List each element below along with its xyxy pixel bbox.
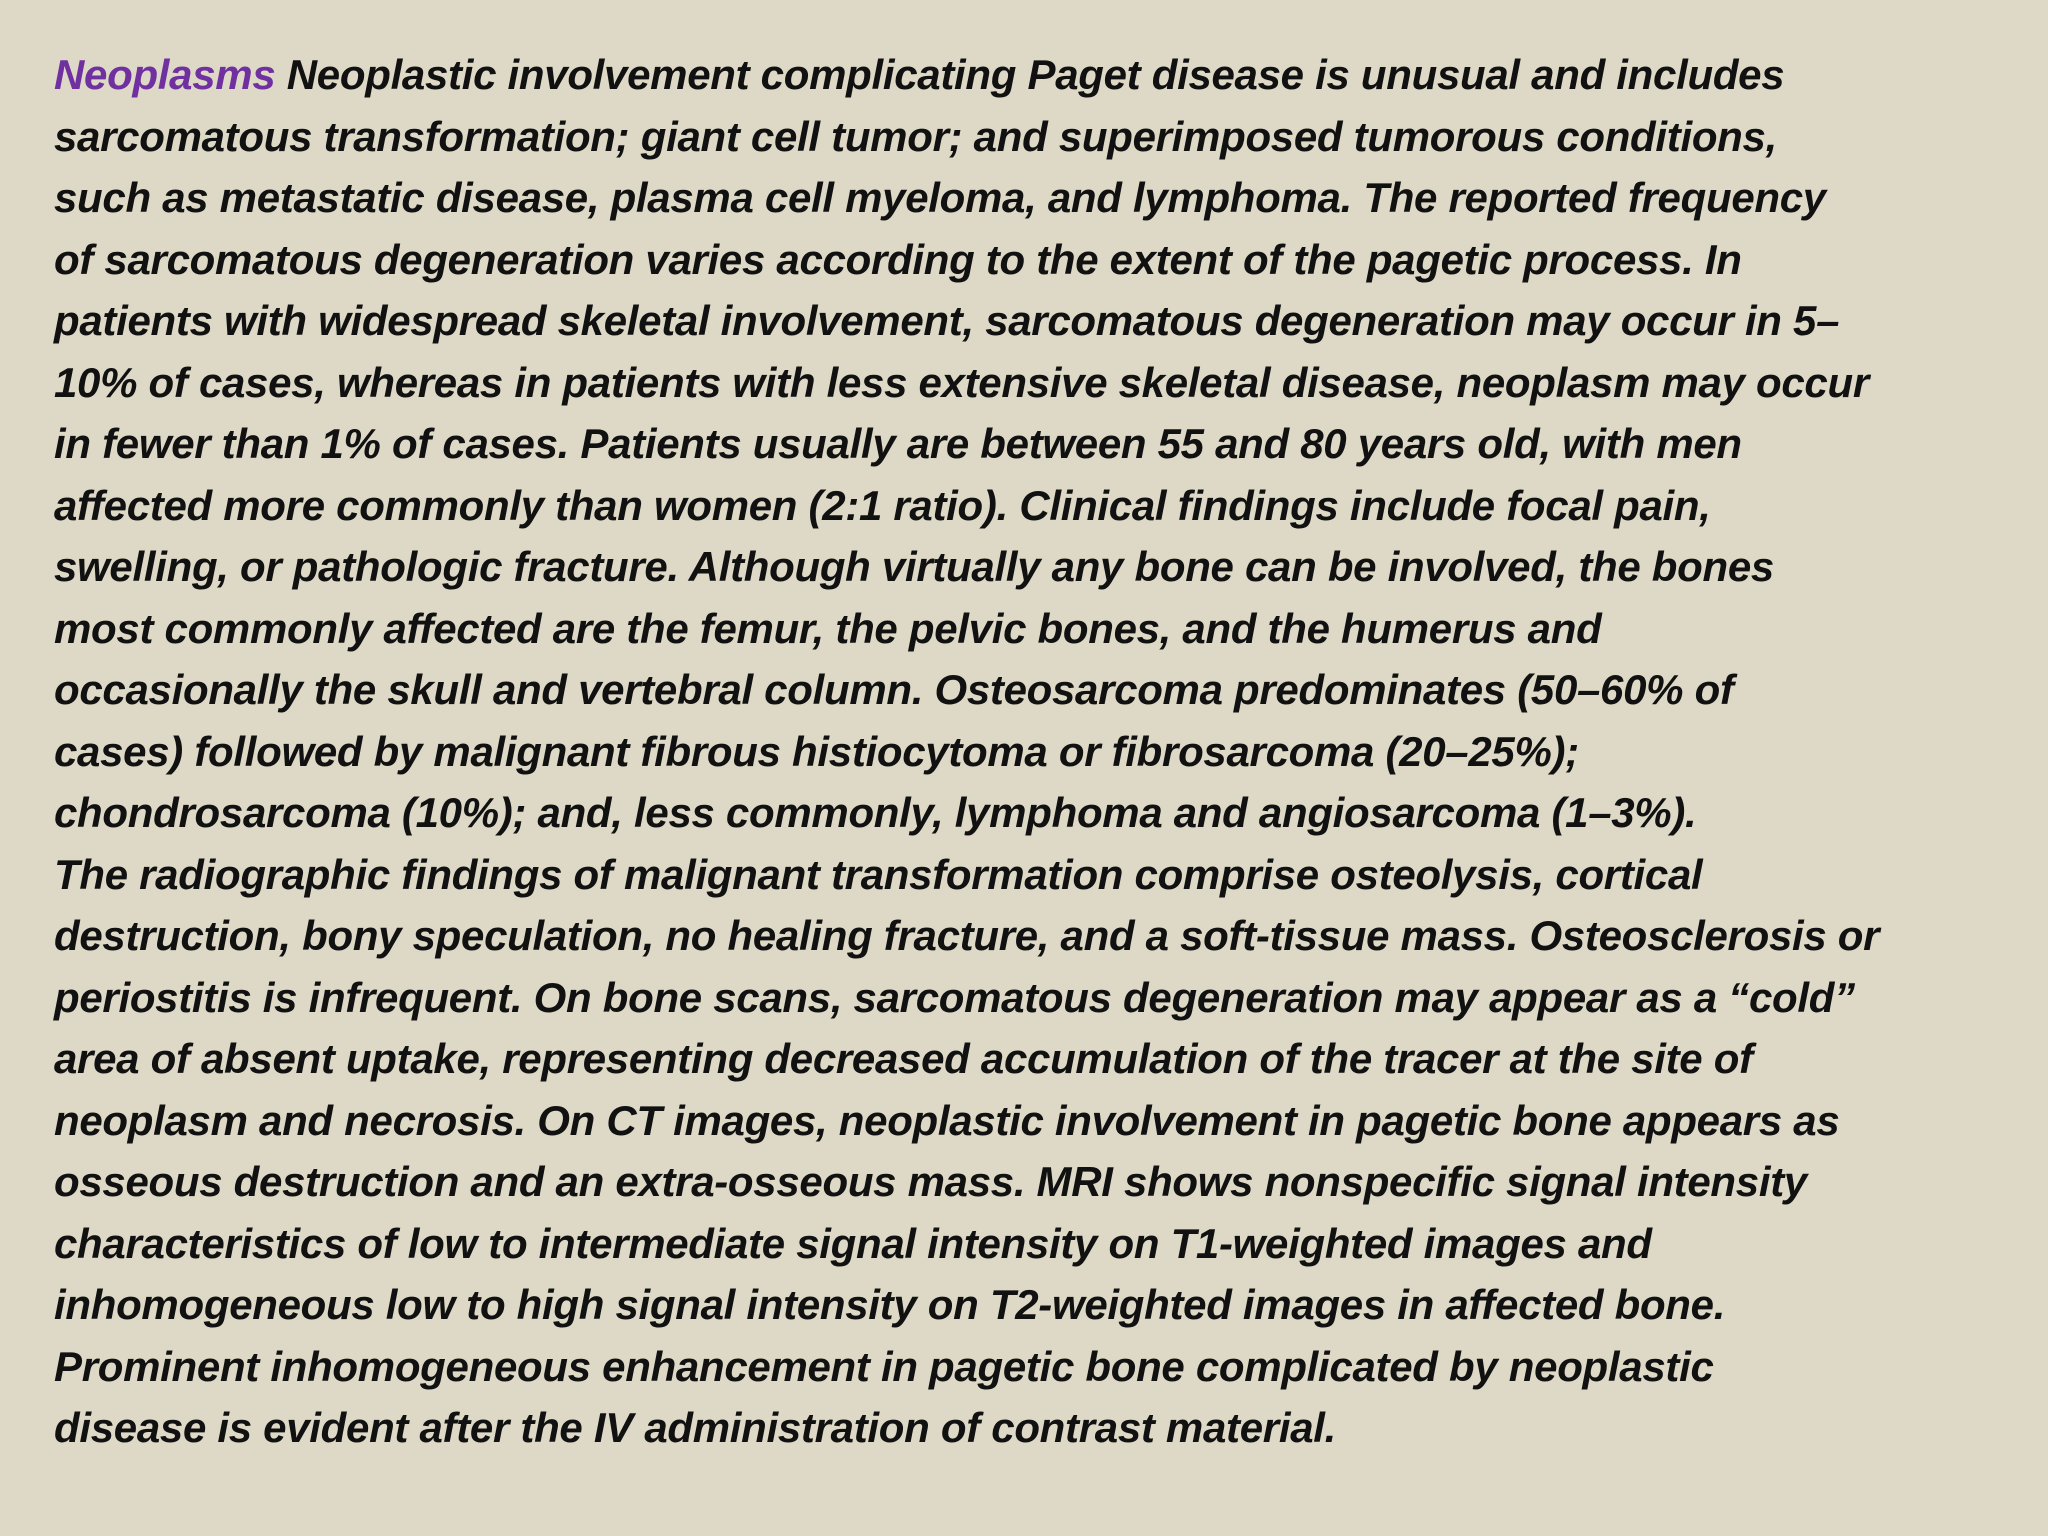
paragraph-1-line: affected more commonly than women (2:1 ratio). Clinical findings include focal pain, (54, 481, 1711, 529)
paragraph-2-line: disease is evident after the IV administration of contrast material. (54, 1404, 1336, 1451)
paragraph-1-line: sarcomatous transformation; giant cell tumor; and superimposed tumorous conditions, (54, 112, 1777, 160)
slide-text-block (54, 44, 2004, 1459)
paragraph-2-line: neoplasm and necrosis. On CT images, neoplastic involvement in pagetic bone appears as (54, 1096, 1840, 1144)
paragraph-2-line: periostitis is infrequent. On bone scans, sarcomatous degeneration may appear as a “cold” (54, 973, 1855, 1021)
paragraph-1-line: most commonly affected are the femur, the pelvic bones, and the humerus and (54, 604, 1602, 652)
paragraph-2-line: osseous destruction and an extra-osseous mass. MRI shows nonspecific signal intensity (54, 1158, 1807, 1205)
paragraph-1-line: such as metastatic disease, plasma cell myeloma, and lymphoma. The reported frequency (54, 174, 1826, 221)
paragraph-1-line: occasionally the skull and vertebral column. Osteosarcoma predominates (50–60% of (54, 666, 1734, 713)
paragraph-2-line: The radiographic findings of malignant transformation comprise osteolysis, cortical (54, 850, 1703, 898)
paragraph-2-line: characteristics of low to intermediate signal intensity on T1-weighted images and (54, 1219, 1652, 1267)
paragraph-1-line: of sarcomatous degeneration varies according to the extent of the pagetic process. In (54, 235, 1742, 283)
paragraph-1-line: patients with widespread skeletal involvement, sarcomatous degeneration may occur in 5– (54, 297, 1840, 344)
paragraph-1-line: Neoplastic involvement complicating Paget disease is unusual and includes (286, 51, 1785, 98)
paragraph-2-line: inhomogeneous low to high signal intensity on T2-weighted images in affected bone. (54, 1281, 1726, 1328)
paragraph-2-line: destruction, bony speculation, no healing fracture, and a soft-tissue mass. Osteosclerosis or (54, 912, 1880, 959)
paragraph-2-line: area of absent uptake, representing decreased accumulation of the tracer at the site of (54, 1035, 1753, 1082)
section-heading: Neoplasms (54, 51, 276, 98)
text-line-1 (54, 44, 2004, 106)
paragraph-2-line: Prominent inhomogeneous enhancement in pagetic bone complicated by neoplastic (54, 1342, 1714, 1390)
paragraph-1-line: 10% of cases, whereas in patients with less extensive skeletal disease, neoplasm may occur (54, 358, 1869, 406)
paragraph-1-line: chondrosarcoma (10%); and, less commonly, lymphoma and angiosarcoma (1–3%). (54, 789, 1697, 836)
paragraph-1-line: cases) followed by malignant fibrous histiocytoma or fibrosarcoma (20–25%); (54, 727, 1579, 775)
paragraph-1-line: in fewer than 1% of cases. Patients usually are between 55 and 80 years old, with men (54, 420, 1742, 467)
paragraph-1-line: swelling, or pathologic fracture. Although virtually any bone can be involved, the bones (54, 543, 1774, 590)
